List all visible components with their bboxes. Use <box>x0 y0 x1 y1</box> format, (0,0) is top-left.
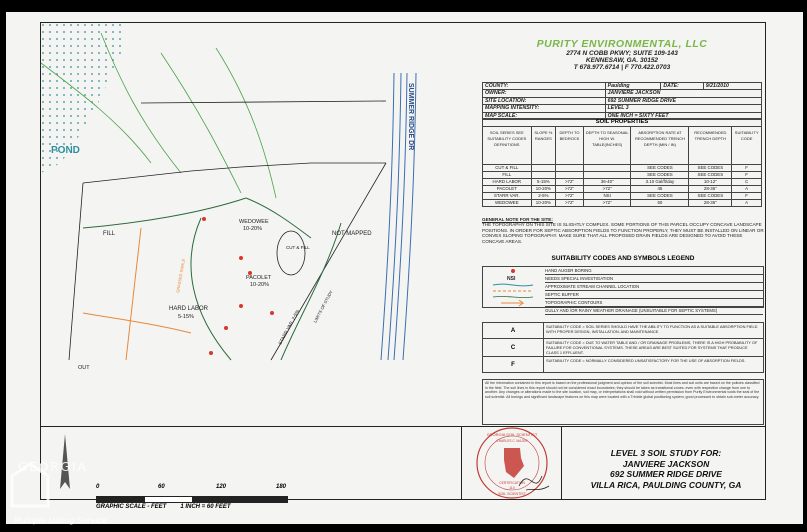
seal-name: CHARLES C. MAJOR <box>496 439 528 443</box>
soil-cell: >72" <box>556 200 584 207</box>
bottom-divider <box>41 426 766 427</box>
wedowee-label: WEDOWEE <box>239 219 269 225</box>
boring-3 <box>248 271 252 275</box>
seal-number: 110 <box>509 486 515 490</box>
soil-cell <box>531 165 555 172</box>
soil-cell: HARD LABOR <box>483 179 532 186</box>
county-value: Paulding <box>605 83 661 90</box>
boring-5 <box>224 326 228 330</box>
gully-symbol <box>501 300 523 306</box>
legend-item: APPROXIMATE STREAM CHANNEL LOCATION <box>545 283 763 291</box>
soil-cell: 50 <box>631 200 689 207</box>
title-line4: VILLA RICA, PAULDING COUNTY, GA <box>590 479 742 490</box>
soil-header: SOIL SERIES SEE SUITABILITY CODES DEFINITIONS <box>483 127 532 165</box>
soil-cell: 10-20% <box>531 200 555 207</box>
legend-symbols <box>483 267 543 309</box>
boring-6 <box>209 351 213 355</box>
georgia-map-icon <box>504 448 524 478</box>
soil-cell: >72" <box>556 179 584 186</box>
soil-cell: 28-36" <box>689 186 732 193</box>
soil-header: ABSORPTION RATE AT RECOMMENDED TRENCH DEPTH (MIN / IN) <box>631 127 689 165</box>
seal-center: CERTIFICATION <box>499 481 525 485</box>
general-note-text: THE TOPOGRAPHY ON THIS SITE IS SLIGHTLY COMPLEX. SOME PORTIONS OF THIS PARCEL OCCUPY CONCAVE LANDSCAPE POSITIONS. IN ORDER FOR SEPTIC ABSORPTION FIELDS TO FUNCTION PROPERLY, THEY MUST BE INSTALLED ON LINEAR OR CONVEX SLOPING TOPOGRAPHY. MAKE SURE THAT ALL PROPOSED DRAIN FIELDS ARE DESIGNED TO AVOID THESE CONCAVE AREAS. <box>482 222 764 244</box>
soil-row <box>483 165 762 172</box>
general-note <box>482 217 764 244</box>
soil-cell: SEE CODES <box>689 172 732 179</box>
scale-ratio: 1 INCH = 60 FEET <box>180 504 231 510</box>
soil-cell: STARR VAR. <box>483 193 532 200</box>
intensity-value: LEVEL 3 <box>605 105 761 112</box>
soil-header: RECOMMENDED TRENCH DEPTH <box>689 127 732 165</box>
seal-divider-right <box>561 426 562 500</box>
county-label: COUNTY: <box>483 83 606 90</box>
boring-2 <box>239 256 243 260</box>
soil-row <box>483 193 762 200</box>
pacolet-label: PACOLET <box>246 275 272 281</box>
soil-header: SUITABILITY CODE <box>732 127 762 165</box>
code-text: SUITABILITY CODE = DUE TO WATER TABLE AND / OR DRAINAGE PROBLEMS, THERE IS A HIGH PROBABILITY OF FAILURE FOR CONVENTIONAL SYSTEMS. THESE AREAS ARE BEST SUITED FOR SYSTEMS THAT PRODUCE CLASS 1 EFFLUENT. <box>546 340 758 355</box>
intensity-label: MAPPING INTENSITY: <box>483 105 606 112</box>
septic-buffer <box>83 228 191 360</box>
legend-item: NEEDS SPECIAL INVESTIGATION <box>545 275 763 283</box>
soil-study-sheet <box>6 12 803 524</box>
owner-label: OWNER: <box>483 90 606 97</box>
scale-bar <box>96 484 301 510</box>
contour-symbol <box>493 296 533 297</box>
code-letter: A <box>483 323 544 338</box>
scale-tick-60: 60 <box>158 484 165 490</box>
soil-cell <box>531 172 555 179</box>
soil-boundaries <box>83 198 341 360</box>
hard-labor-slope: 5-15% <box>178 314 194 320</box>
soil-cell: A <box>732 186 762 193</box>
code-row <box>482 357 764 373</box>
date-value: 9/21/2010 <box>703 83 761 90</box>
soil-row <box>483 200 762 207</box>
seal-divider-left <box>461 426 462 500</box>
certification-seal <box>464 426 560 500</box>
scale-tick-0: 0 <box>96 484 100 490</box>
starr-label: STARR VAR. 2-5% <box>277 308 301 346</box>
company-address2: KENNESAW, GA. 30152 <box>585 57 659 64</box>
not-mapped-label: NOT MAPPED <box>332 231 372 237</box>
site-label: SITE LOCATION: <box>483 97 606 104</box>
suitability-codes <box>482 322 764 373</box>
soil-cell: >72" <box>583 186 631 193</box>
soil-cell: SEE CODES <box>631 172 689 179</box>
soil-cell <box>583 172 631 179</box>
legend-box <box>482 266 764 313</box>
soil-row <box>483 179 762 186</box>
gamls-logo-icon <box>10 460 70 508</box>
owner-value: JANVIERE JACKSON <box>605 90 761 97</box>
seal-top: GEORGIA SOIL SCIENTIST <box>486 432 538 437</box>
legend-item: SEPTIC BUFFER <box>545 291 763 299</box>
code-letter: F <box>483 357 544 372</box>
company-header <box>482 38 762 82</box>
title-line1: LEVEL 3 SOIL STUDY FOR: <box>610 448 722 458</box>
soil-cell <box>556 165 584 172</box>
soil-header: SLOPE % RANGES <box>531 127 555 165</box>
date-label: DATE: <box>661 83 703 90</box>
soil-cell: 10-12" <box>689 179 732 186</box>
disclaimer: All the information contained in this report is based on the professional judgment and opinion of the soil scientist. Most lines and soil units are based on the policies classified in the field. The soil lines in this report should not be considered exact boundaries; they should be taken as transitional zones, even with respective change from one to another. Any changes or alterations made to the site location, soil map, or interpretations shall void without written permission from Purity Environmental voids the seal of the soil scientist. All borings and significant landscape features on this map were located with a Trimble global positioning system, good processed to obtain sub-meter accuracy. <box>482 379 764 425</box>
cut-fill-label: CUT & FILL <box>286 245 310 250</box>
scale-tick-180: 180 <box>276 484 287 490</box>
scale-tick-120: 120 <box>216 484 227 490</box>
soil-cell: SEE CODES <box>631 193 689 200</box>
boring-7 <box>270 311 274 315</box>
soil-cell: PACOLET <box>483 186 532 193</box>
soil-cell: 10-20% <box>531 186 555 193</box>
hard-labor-label: HARD LABOR <box>169 306 209 312</box>
boring-symbol <box>511 269 515 273</box>
soil-cell: FILL <box>483 172 532 179</box>
soil-cell: 2-5% <box>531 193 555 200</box>
pacolet-slope: 10-20% <box>250 282 269 288</box>
stream-symbol <box>493 284 533 286</box>
legend-item: TOPOGRAPHIC CONTOURS <box>545 299 763 307</box>
soil-cell: F <box>732 172 762 179</box>
soil-cell: A <box>732 200 762 207</box>
wedowee-slope: 10-20% <box>243 226 262 232</box>
soil-cell: >72" <box>556 193 584 200</box>
legend-item: HAND AUGER BORING <box>545 267 763 275</box>
scale-label: GRAPHIC SCALE - FEET <box>96 504 167 510</box>
legend-item: GULLY AND /OR RAINY WEATHER DRAINAGE (UNSUITABLE FOR SEPTIC SYSTEMS) <box>545 307 763 315</box>
soil-cell: SEE CODES <box>689 193 732 200</box>
company-phone: T 678.977.6714 | F 770.422.0703 <box>573 64 671 71</box>
title-line2: JANVIERE JACKSON <box>622 458 710 469</box>
soil-cell: C <box>732 179 762 186</box>
soil-cell: 45 <box>631 186 689 193</box>
code-text: SUITABILITY CODE = NORMALLY CONSIDERED UNSATISFACTORY FOR THE USE OF ABSORPTION FIELDS. <box>546 358 746 363</box>
site-info-table <box>482 82 762 120</box>
soil-cell <box>583 165 631 172</box>
scale-value: ONE INCH = SIXTY FEET <box>605 112 761 119</box>
company-address1: 2774 N COBB PKWY; SUITE 109-143 <box>566 50 678 57</box>
soil-cell <box>556 172 584 179</box>
code-row <box>482 322 764 339</box>
soil-cell: F <box>732 193 762 200</box>
soil-cell: SEE CODES <box>631 165 689 172</box>
scale-segments <box>96 496 288 503</box>
soil-title: SOIL PROPERTIES <box>482 118 762 126</box>
scale-label: MAP SCALE: <box>483 112 606 119</box>
soil-cell: 36-40" <box>583 179 631 186</box>
soil-cell: SEE CODES <box>689 165 732 172</box>
soil-table <box>482 126 762 207</box>
legend-title: SUITABILITY CODES AND SYMBOLS LEGEND <box>551 255 695 262</box>
boring-1 <box>202 217 206 221</box>
site-map <box>41 23 476 371</box>
site-value: 692 SUMMER RIDGE DRIVE <box>605 97 761 104</box>
soil-cell: 28-36" <box>689 200 732 207</box>
out-label: OUT <box>78 365 90 371</box>
pond-label: POND <box>51 145 80 156</box>
soil-header: DEPTH TO BEDROCK <box>556 127 584 165</box>
soil-cell: 5-15% <box>531 179 555 186</box>
general-note-title: GENERAL NOTE FOR THE SITE: <box>482 217 553 222</box>
code-letter: C <box>483 339 544 356</box>
soil-row <box>483 186 762 193</box>
road-label: SUMMER RIDGE DR <box>407 83 414 151</box>
watermark-sub: Multiple Listing Service <box>14 516 107 525</box>
soil-row <box>483 172 762 179</box>
title-line3: 692 SUMMER RIDGE DRIVE <box>610 469 722 479</box>
code-text: SUITABILITY CODE = SOIL SERIES SHOULD HAVE THE ABILITY TO FUNCTION AS A SUITABLE ABSORPTION FIELD WITH PROPER DESIGN, INSTALLATION, AND MAINTENANCE. <box>546 324 758 334</box>
soil-properties <box>482 118 762 207</box>
fill-label: FILL <box>103 231 116 237</box>
soil-header: DEPTH TO SEASONAL HIGH W. TABLE(INCHES) <box>583 127 631 165</box>
code-row <box>482 339 764 357</box>
soil-cell: 3.10 Gal/ft/day <box>631 179 689 186</box>
company-name: PURITY ENVIRONMENTAL, LLC <box>536 38 708 50</box>
boring-4 <box>239 304 243 308</box>
soil-cell: CUT & FILL <box>483 165 532 172</box>
soil-cell: F <box>732 165 762 172</box>
drainage-label: GRASSED SWALE <box>175 258 186 294</box>
soil-cell: NSI <box>583 193 631 200</box>
limits-label: LIMITS OF STUDY <box>312 289 334 324</box>
nsi-symbol: NSI <box>507 276 516 282</box>
soil-cell: >72" <box>583 200 631 207</box>
seal-bottom: SOIL SCIENTIST <box>498 492 526 496</box>
watermark-text: GEORGIA <box>18 460 88 474</box>
title-block <box>566 448 766 490</box>
soil-cell: >72" <box>556 186 584 193</box>
cut-fill-area <box>277 231 305 275</box>
soil-cell: WEDOWEE <box>483 200 532 207</box>
